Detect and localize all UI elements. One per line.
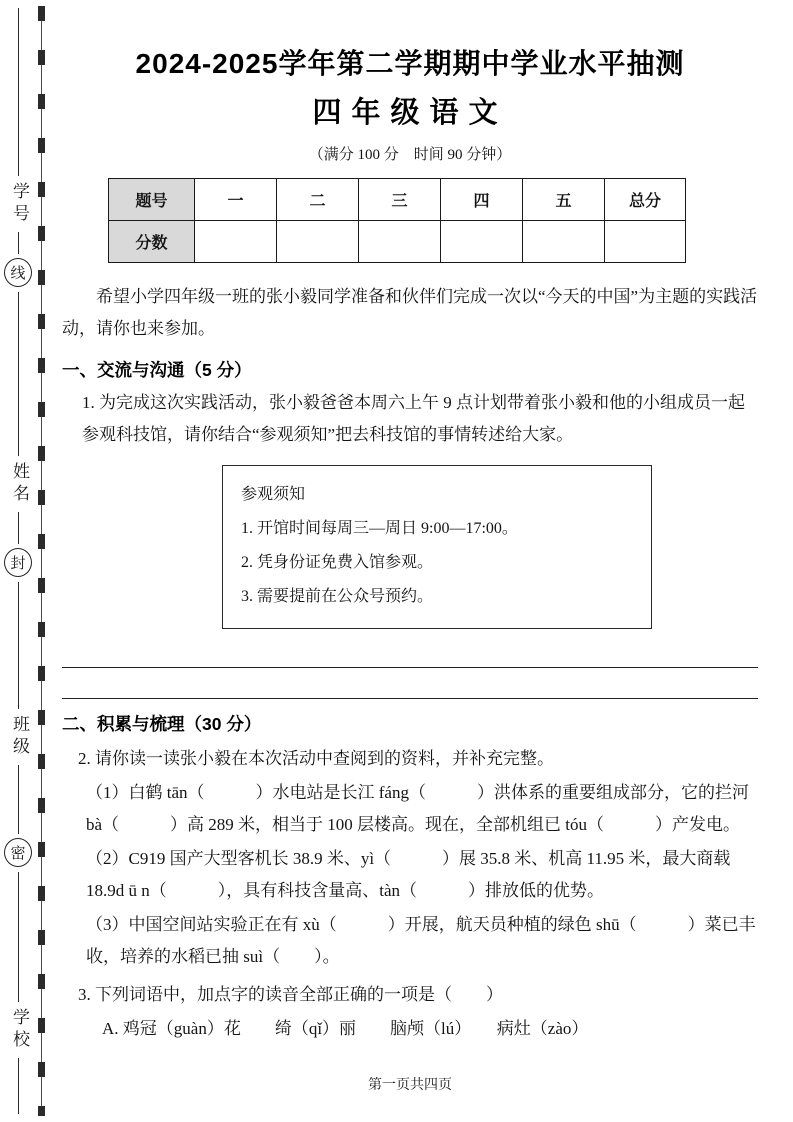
notice-item-2: 2. 凭身份证免费入馆参观。 [241,554,434,571]
seal-blank-line [18,1058,19,1114]
score-table-col-total: 总分 [605,179,686,221]
section-one-heading: 一、交流与沟通（5 分） [62,360,252,380]
seal-char-feng: 封 [4,548,32,577]
question-3: 3. 下列词语中，加点字的读音全部正确的一项是（ ） [78,985,503,1004]
score-table-header-row [109,179,686,221]
seal-blank-line [18,765,19,834]
margin-field-student-id: 学号 [10,182,29,226]
score-cell-empty [523,221,605,263]
visit-notice-box [222,465,652,629]
seal-char-xian: 线 [4,258,32,287]
question-3-option-a: A. 鸡冠（guàn）花 绮（qǐ）丽 脑颅（lú） 病灶（zào） [102,1019,589,1038]
answer-line-1 [62,667,758,668]
score-table-col-2: 二 [277,179,359,221]
exam-subtitle: （满分 100 分 时间 90 分钟） [308,147,512,163]
score-cell-empty [359,221,441,263]
score-table-col-1: 一 [195,179,277,221]
notice-item-1: 1. 开馆时间每周三—周日 9:00—17:00。 [241,520,518,537]
answer-line-2 [62,698,758,699]
notice-item-3: 3. 需要提前在公众号预约。 [241,588,434,605]
binding-perforation-line [38,6,45,1116]
exam-title-line1: 2024-2025学年第二学期期中学业水平抽测 [135,48,685,79]
question-2: 2. 请你读一读张小毅在本次活动中查阅到的资料，并补充完整。 [78,749,554,768]
question-2-sub-2: （2）C919 国产大型客机长 38.9 米、yì（ ）展 35.8 米、机高 11.95 米，最大商载 18.9d ū n（ ），具有科技含量高、tàn（ ）排放低的优势。 [86,849,731,900]
seal-blank-line [18,512,19,544]
seal-blank-line [18,8,19,176]
score-cell-empty [277,221,359,263]
notice-title: 参观须知 [241,486,306,503]
score-table-label-cell: 题号 [109,179,195,221]
margin-field-class: 班级 [10,715,29,759]
score-cell-empty [195,221,277,263]
score-table-score-row [109,221,686,263]
seal-blank-line [18,232,19,254]
score-cell-empty [605,221,686,263]
question-2-sub-1: （1）白鹤 tān（ ）水电站是长江 fáng（ ）洪体系的重要组成部分，它的拦河 bà（ ）高 289 米，相当于 100 层楼高。现在，全部机组已 tóu（ ）产发电。 [86,783,749,834]
seal-blank-line [18,582,19,709]
score-table-col-4: 四 [441,179,523,221]
seal-blank-line [18,292,19,456]
page-footer: 第一页共四页 [368,1078,452,1093]
margin-field-name: 姓名 [10,462,29,506]
section-two-heading: 二、积累与梳理（30 分） [62,714,262,734]
score-cell-empty [441,221,523,263]
intro-paragraph: 希望小学四年级一班的张小毅同学准备和伙伴们完成一次以“今天的中国”为主题的实践活动，请你也来参加。 [62,287,758,338]
score-table-col-5: 五 [523,179,605,221]
question-1: 1. 为完成这次实践活动，张小毅爸爸本周六上午 9 点计划带着张小毅和他的小组成员一起参观科技馆，请你结合“参观须知”把去科技馆的事情转述给大家。 [82,393,745,444]
score-table-col-3: 三 [359,179,441,221]
exam-title-line2: 四年级语文 [312,97,508,129]
seal-char-mi: 密 [4,838,32,867]
score-table [108,178,686,263]
seal-blank-line [18,872,19,1002]
question-2-sub-3: （3）中国空间站实验正在有 xù（ ）开展，航天员种植的绿色 shū（ ）菜已丰收，培养的水稻已抽 suì（ ）。 [86,915,756,966]
exam-content [62,0,758,1045]
margin-field-school: 学校 [10,1008,29,1052]
score-row-label-cell: 分数 [109,221,195,263]
